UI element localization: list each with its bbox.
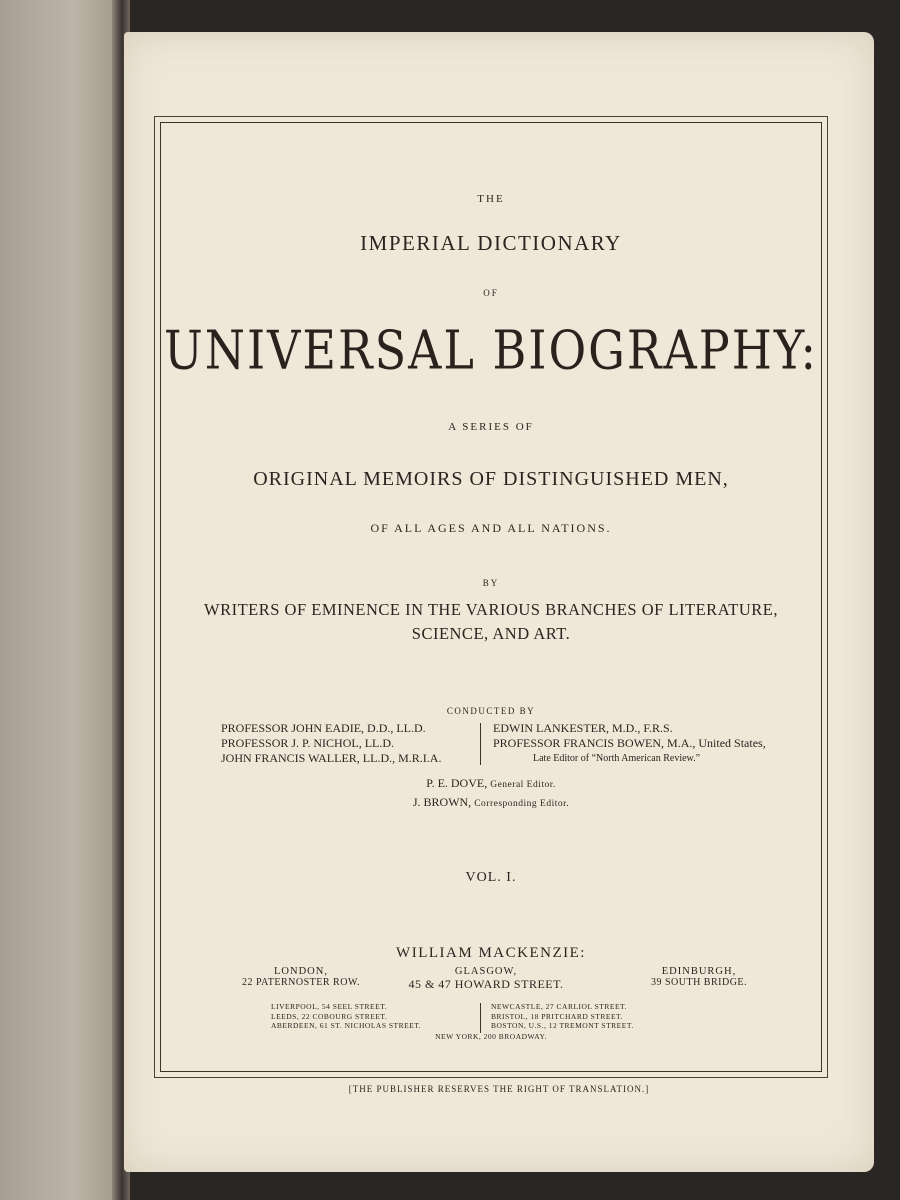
subtitle-memoirs: ORIGINAL MEMOIRS OF DISTINGUISHED MEN,	[253, 468, 729, 490]
city-edinburgh	[599, 966, 799, 988]
general-editor-name: P. E. DOVE,	[426, 776, 488, 790]
publisher-cities	[161, 966, 821, 996]
by-label: BY	[482, 578, 500, 588]
title-page	[124, 32, 874, 1172]
city-name: LONDON,	[274, 966, 328, 977]
editors-left-column	[221, 721, 471, 766]
editors-divider	[480, 723, 481, 765]
title-the: THE	[477, 193, 505, 205]
city-glasgow	[361, 966, 611, 992]
general-editor	[161, 776, 821, 791]
branch-address: LIVERPOOL, 54 SEEL STREET.	[271, 1002, 388, 1011]
rights-notice: [THE PUBLISHER RESERVES THE RIGHT OF TRANSLATION.]	[348, 1084, 650, 1094]
writers-line-1: WRITERS OF EMINENCE IN THE VARIOUS BRANCHES OF LITERATURE,	[204, 600, 778, 619]
corresponding-editor	[161, 795, 821, 810]
city-name: GLASGOW,	[454, 966, 518, 977]
branch-address: BRISTOL, 18 PRITCHARD STREET.	[491, 1011, 623, 1021]
branch-address: ABERDEEN, 61 ST. NICHOLAS STREET.	[271, 1021, 422, 1030]
editor-name: PROFESSOR JOHN EADIE, D.D., LL.D.	[221, 721, 426, 735]
city-address: 39 SOUTH BRIDGE.	[650, 977, 748, 988]
city-address: 45 & 47 HOWARD STREET.	[408, 977, 564, 991]
volume-number: VOL. I.	[465, 870, 517, 885]
page-border-outer	[154, 116, 828, 1078]
branches-right	[491, 1002, 721, 1031]
editor-name: EDWIN LANKESTER, M.D., F.R.S.	[493, 721, 673, 735]
branch-address: BOSTON, U.S., 12 TREMONT STREET.	[491, 1021, 634, 1030]
general-editor-role: General Editor.	[490, 780, 556, 790]
subtitle-series: A SERIES OF	[448, 421, 534, 433]
title-universal-biography: UNIVERSAL BIOGRAPHY:	[163, 318, 819, 382]
city-address: 22 PATERNOSTER ROW.	[242, 977, 360, 988]
editor-note: Late Editor of “North American Review.”	[533, 753, 701, 764]
facing-page	[0, 0, 122, 1200]
editor-name: JOHN FRANCIS WALLER, LL.D., M.R.I.A.	[221, 751, 442, 765]
editor-name: PROFESSOR FRANCIS BOWEN, M.A., United States,	[493, 736, 766, 750]
writers-line-2: SCIENCE, AND ART.	[411, 624, 571, 643]
branch-newyork: NEW YORK, 200 BROADWAY.	[435, 1032, 547, 1041]
branch-address: NEWCASTLE, 27 CARLIOL STREET.	[491, 1002, 627, 1011]
branches-divider	[480, 1003, 481, 1033]
city-name: EDINBURGH,	[661, 966, 737, 977]
branch-address: LEEDS, 22 COBOURG STREET.	[271, 1011, 388, 1021]
title-imperial-dictionary: IMPERIAL DICTIONARY	[360, 231, 622, 255]
conducted-by-label: CONDUCTED BY	[446, 706, 536, 716]
editors-right-column	[493, 721, 793, 766]
title-of: OF	[483, 288, 499, 298]
editor-name: PROFESSOR J. P. NICHOL, LL.D.	[221, 736, 395, 750]
corresponding-editor-name: J. BROWN,	[412, 795, 472, 809]
page-border-inner	[160, 122, 822, 1072]
subtitle-ages: OF ALL AGES AND ALL NATIONS.	[370, 521, 612, 535]
branches-left	[271, 1002, 479, 1031]
publisher-name: WILLIAM MACKENZIE:	[396, 945, 586, 961]
corresponding-editor-role: Corresponding Editor.	[474, 799, 570, 809]
